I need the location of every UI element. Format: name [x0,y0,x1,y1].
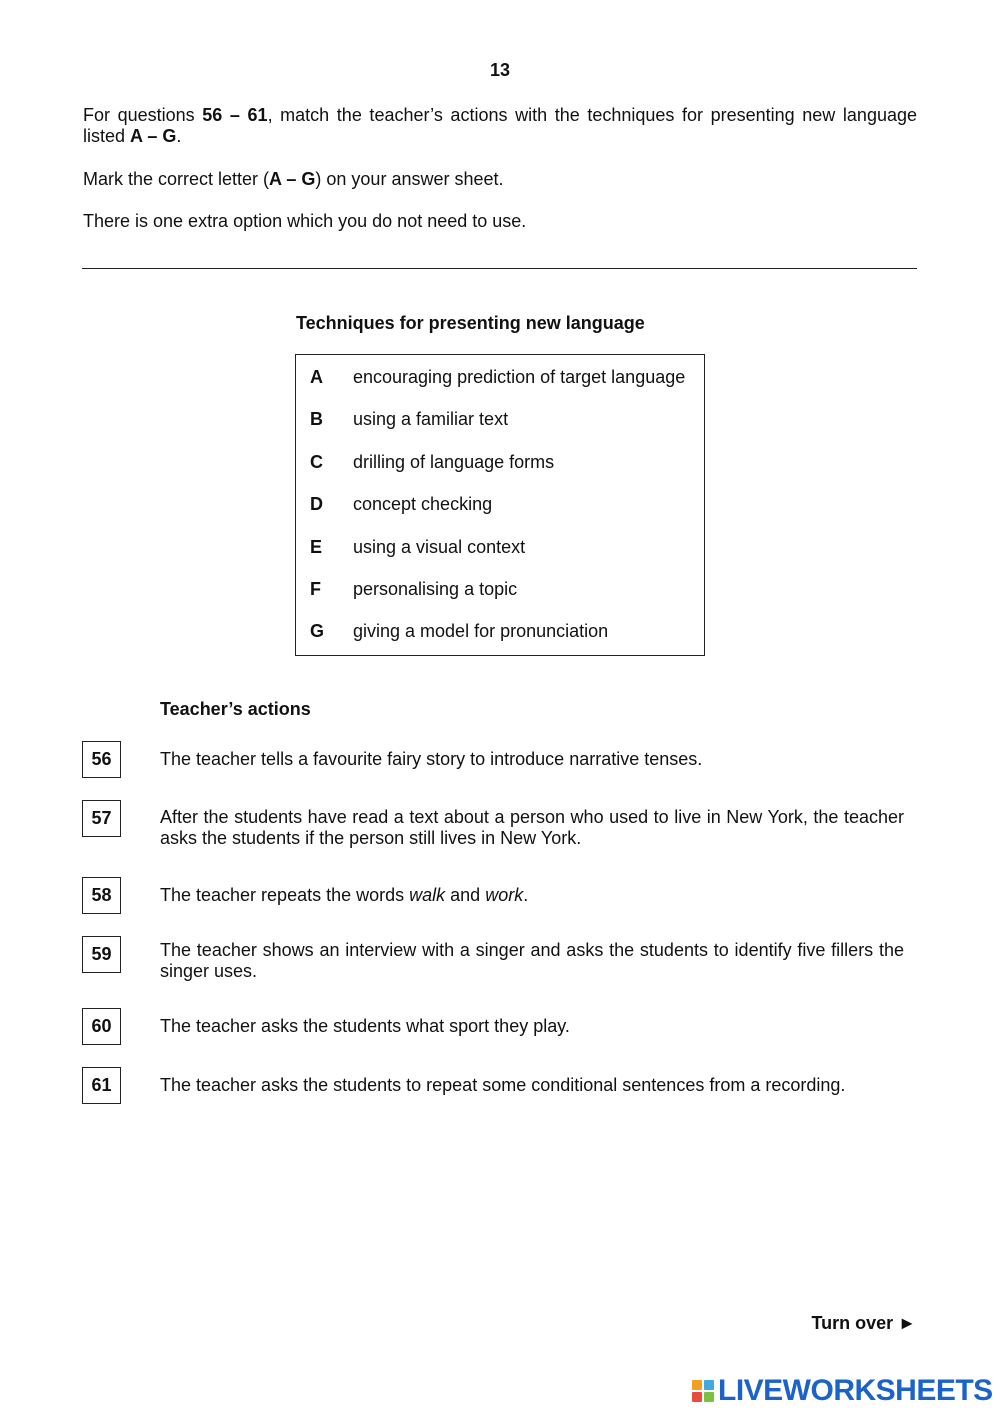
question-number-box[interactable]: 56 [82,741,121,778]
technique-letter: E [310,537,323,557]
turn-over-label: Turn over ► [811,1313,916,1333]
technique-text: using a familiar text [353,409,509,429]
techniques-box [295,354,705,656]
technique-letter: F [310,579,321,599]
technique-letter: D [310,494,323,514]
technique-letter: B [310,409,323,429]
technique-text: drilling of language forms [353,452,555,472]
technique-letter: A [310,367,323,387]
question-number-box[interactable]: 59 [82,936,121,973]
action-text: The teacher asks the students what sport they play. [160,1016,570,1036]
techniques-heading: Techniques for presenting new language [296,313,645,333]
technique-text: using a visual context [353,537,526,557]
instructions-paragraph-1: For questions 56 – 61, match the teacher’s actions with the techniques for presenting new language listed A – G. [83,105,917,146]
question-number-box[interactable]: 61 [82,1067,121,1104]
technique-text: encouraging prediction of target language [353,367,686,387]
action-text: After the students have read a text about a person who used to live in New York, the teacher asks the students if the person still lives in New York. [160,807,904,848]
technique-letter: C [310,452,323,472]
logo-square-icon [704,1380,714,1390]
page-number: 13 [489,60,511,80]
logo-square-icon [692,1380,702,1390]
question-number-box[interactable]: 57 [82,800,121,837]
instructions-paragraph-2: Mark the correct letter (A – G) on your answer sheet. [83,169,504,189]
action-text: The teacher repeats the words walk and work. [160,885,529,905]
action-text: The teacher tells a favourite fairy story to introduce narrative tenses. [160,749,703,769]
instructions-paragraph-3: There is one extra option which you do not need to use. [83,211,527,231]
technique-letter: G [310,621,325,641]
action-text: The teacher shows an interview with a singer and asks the students to identify five fillers the singer uses. [160,940,904,981]
logo-text: LIVEWORKSHEETS [718,1374,993,1407]
divider [82,268,917,269]
technique-text: personalising a topic [353,579,518,599]
actions-heading: Teacher’s actions [160,699,311,719]
technique-text: giving a model for pronunciation [353,621,609,641]
technique-text: concept checking [353,494,493,514]
action-text: The teacher asks the students to repeat some conditional sentences from a recording. [160,1075,846,1095]
question-number-box[interactable]: 58 [82,877,121,914]
liveworksheets-logo [692,1374,993,1408]
logo-grid-icon [692,1380,714,1402]
logo-square-icon [704,1392,714,1402]
logo-square-icon [692,1392,702,1402]
question-number-box[interactable]: 60 [82,1008,121,1045]
